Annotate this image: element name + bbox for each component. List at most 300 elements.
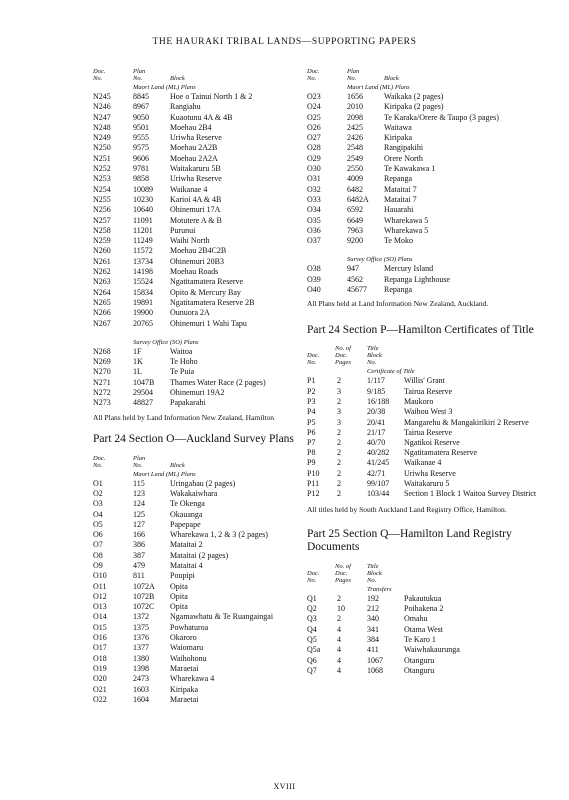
block-name: Waiwhakaurunga [404, 645, 460, 655]
section-p-title: Part 24 Section P—Hamilton Certificates of Title [307, 323, 534, 336]
block-name: Mangarehu & Mangakirikiri 2 Reserve [404, 417, 529, 427]
table-row [307, 438, 547, 448]
doc-pages: 3 [337, 386, 341, 396]
doc-pages: 4 [337, 665, 341, 675]
plan-no: 29504 [133, 388, 153, 398]
plan-no: 6592 [347, 205, 363, 215]
table-row [93, 571, 333, 581]
table-row [307, 133, 547, 143]
table-row [307, 666, 547, 676]
doc-no: P6 [307, 427, 316, 437]
doc-no: O9 [93, 560, 103, 570]
doc-no: O12 [93, 591, 107, 601]
doc-no: O29 [307, 153, 321, 163]
doc-no: P4 [307, 407, 316, 417]
doc-no: Q5 [307, 635, 317, 644]
plan-no: 123 [133, 488, 145, 498]
o-cont-table-header [307, 68, 547, 83]
table-row [93, 489, 333, 499]
doc-no: P7 [307, 437, 316, 447]
block-name: Waitoa [170, 346, 193, 356]
p-table-header [307, 345, 547, 367]
table-row [307, 489, 547, 499]
block-name: Opita [170, 591, 188, 601]
table-row [93, 499, 333, 509]
table-row [307, 604, 547, 614]
block-name: Wharekawa 5 [384, 225, 429, 235]
block-name: Tairua Reserve [404, 386, 453, 396]
plan-no: 8845 [133, 92, 149, 101]
plan-no: 48827 [133, 398, 153, 408]
doc-no: O33 [307, 194, 321, 204]
doc-no: N268 [93, 346, 111, 356]
doc-no: N250 [93, 143, 111, 153]
block-name: Tairua Reserve [404, 427, 453, 437]
block-name: Mataitai 7 [384, 184, 417, 194]
title-no: 21/17 [367, 427, 386, 437]
table-row [93, 612, 333, 622]
table-row [307, 448, 547, 458]
doc-no: N266 [93, 308, 111, 318]
table-row [307, 645, 547, 655]
block-name: Orere North [384, 153, 423, 163]
block-name: Otama West [404, 624, 443, 634]
doc-no: O23 [307, 92, 321, 101]
block-name: Kiripaka (2 pages) [384, 102, 444, 112]
title-no: 40/70 [367, 437, 386, 447]
title-no: 41/245 [367, 458, 390, 468]
plan-no: 4009 [347, 174, 363, 184]
doc-no-header: Doc. No. [93, 68, 106, 82]
table-row [93, 205, 333, 215]
doc-no-header: Doc. No. [93, 454, 106, 469]
title-no: 42/71 [367, 468, 386, 478]
table-row [307, 195, 547, 205]
table-row [93, 654, 333, 664]
doc-no-header: Doc. No. [307, 68, 320, 82]
table-row [93, 664, 333, 674]
plan-no: 1072B [133, 591, 155, 601]
table-row [307, 469, 547, 479]
o-rows [93, 479, 333, 706]
table-row [93, 540, 333, 550]
doc-no: Q5a [307, 645, 321, 655]
table-row [93, 530, 333, 540]
n-table-header [93, 68, 333, 83]
plan-no: 124 [133, 499, 145, 509]
doc-no: P3 [307, 396, 316, 406]
table-row [307, 635, 547, 645]
doc-no: O34 [307, 205, 321, 215]
block-name: Repanga [384, 285, 412, 295]
table-row [93, 288, 333, 298]
title-no: 340 [367, 614, 379, 624]
doc-no: O21 [93, 684, 107, 694]
table-row [93, 174, 333, 184]
doc-no: O25 [307, 112, 321, 122]
doc-pages: 4 [337, 655, 341, 665]
block-name: Maukoro [404, 396, 434, 406]
doc-no: N272 [93, 388, 111, 398]
table-row [307, 285, 547, 295]
doc-pages: 2 [337, 479, 341, 489]
table-row [93, 123, 333, 133]
title-block-header: Title Block No. [367, 562, 382, 584]
doc-no: O31 [307, 174, 321, 184]
right-column [307, 68, 547, 676]
plan-no: 1376 [133, 633, 149, 643]
block-name: Rangiahu [170, 102, 201, 112]
block-name: Waitawa [384, 122, 412, 132]
block-name: Uriwha Reserve [170, 133, 222, 143]
doc-no: N273 [93, 398, 111, 408]
doc-no: O10 [93, 571, 107, 581]
block-name: Moehau 2A2A [170, 153, 218, 163]
doc-no: O37 [307, 236, 321, 246]
table-row [93, 623, 333, 633]
page-number: XVIII [273, 782, 296, 791]
table-row [93, 195, 333, 205]
o-cont-so-rows [307, 264, 547, 295]
block-name: Ngatitamatera Reserve 2B [170, 297, 255, 307]
table-row [93, 633, 333, 643]
table-row [307, 264, 547, 274]
block-name: Waihi North [170, 236, 210, 246]
plan-no: 9858 [133, 174, 149, 184]
doc-no: N269 [93, 357, 111, 367]
doc-no: O39 [307, 274, 321, 284]
section-q-title: Part 25 Section Q—Hamilton Land Registry Documents [307, 527, 512, 554]
doc-no: O11 [93, 581, 107, 591]
title-no: 16/188 [367, 396, 390, 406]
doc-no: N251 [93, 153, 111, 163]
title-no: 40/282 [367, 448, 390, 458]
table-row [93, 602, 333, 612]
doc-no: N261 [93, 256, 111, 266]
doc-no: Q7 [307, 665, 317, 675]
doc-no: N270 [93, 367, 111, 377]
block-name: Ngamawhatu & Te Ruangaingai [170, 612, 274, 622]
doc-no: N265 [93, 297, 111, 307]
table-row [93, 102, 333, 112]
doc-no: Q6 [307, 655, 317, 665]
table-row [307, 143, 547, 153]
doc-no: O8 [93, 550, 103, 560]
table-row [93, 520, 333, 530]
plan-no: 1047B [133, 377, 155, 387]
plan-no: 14198 [133, 267, 153, 277]
o-table-header [93, 455, 333, 470]
doc-no: N257 [93, 215, 111, 225]
table-row [307, 407, 547, 417]
plan-no: 479 [133, 560, 145, 570]
table-row [307, 479, 547, 489]
title-block-header: Title Block No. [367, 345, 382, 367]
doc-no: N248 [93, 122, 111, 132]
table-row [307, 216, 547, 226]
block-name: Waiomaru [170, 643, 204, 653]
block-name: Uriwha Reserve [170, 174, 222, 184]
doc-no: N271 [93, 377, 111, 387]
table-row [93, 133, 333, 143]
table-row [93, 113, 333, 123]
doc-no: O36 [307, 225, 321, 235]
block-name: Papepape [170, 519, 201, 529]
block-name: Powhaturoa [170, 622, 209, 632]
table-row [93, 257, 333, 267]
block-name: Uringahau (2 pages) [170, 478, 236, 488]
table-row [93, 267, 333, 277]
plan-no: 1398 [133, 663, 149, 673]
doc-pages: 4 [337, 645, 341, 655]
table-row [93, 378, 333, 388]
block-name: Papakarahi [170, 398, 206, 408]
block-name: Ngatitamatera Reserve [404, 448, 478, 458]
doc-pages: 2 [337, 458, 341, 468]
block-name: Mataitai 2 [170, 540, 203, 550]
table-row [93, 582, 333, 592]
q-table-header [307, 563, 547, 585]
block-name: Willis' Grant [404, 376, 445, 386]
plan-no: 947 [347, 264, 359, 274]
block-name: Moehau 2B4 [170, 122, 212, 132]
block-name: Waitakaruru 5 [404, 479, 450, 489]
q-subhead: Transfers [367, 585, 392, 593]
table-row [93, 246, 333, 256]
title-no: 1067 [367, 655, 383, 665]
plan-no: 11249 [133, 236, 153, 246]
o-cont-rows [307, 92, 547, 246]
doc-no: O38 [307, 264, 321, 274]
doc-no: P8 [307, 448, 316, 458]
plan-no: 127 [133, 519, 145, 529]
block-name: Kiripaka [170, 684, 198, 694]
block-name: Te Okenga [170, 499, 205, 509]
table-row [93, 643, 333, 653]
block-name: Hoe o Tainui North 1 & 2 [170, 92, 253, 101]
plan-no: 2098 [347, 112, 363, 122]
table-row [93, 388, 333, 398]
block-name: Ngatikoi Reserve [404, 437, 460, 447]
table-row [93, 479, 333, 489]
doc-no: Q1 [307, 593, 317, 603]
block-name: Hauarahi [384, 205, 414, 215]
block-name: Omahu [404, 614, 428, 624]
block-name: Waikanae 4 [404, 458, 442, 468]
doc-no: O19 [93, 663, 107, 673]
doc-no: N259 [93, 236, 111, 246]
table-row [307, 614, 547, 624]
block-name: Maraetai [170, 663, 199, 673]
block-name: Opita [170, 581, 188, 591]
doc-no: O7 [93, 540, 103, 550]
doc-pages: 4 [337, 624, 341, 634]
plan-no: 1656 [347, 92, 363, 101]
block-name: Poupipi [170, 571, 195, 581]
plan-no: 1072A [133, 581, 155, 591]
n-so-subhead: Survey Office (SO) Plans [133, 338, 199, 346]
plan-no: 10089 [133, 184, 153, 194]
block-name: Mataitai 7 [384, 194, 417, 204]
plan-no-header: Plan No. [133, 454, 146, 469]
table-row [307, 594, 547, 604]
n-rows [93, 92, 333, 329]
doc-no: P12 [307, 489, 320, 499]
plan-no: 2549 [347, 153, 363, 163]
plan-no: 2548 [347, 143, 363, 153]
doc-no: N246 [93, 102, 111, 112]
doc-no: P2 [307, 386, 316, 396]
block-name: Wharekawa 5 [384, 215, 429, 225]
table-row [307, 376, 547, 386]
block-name: Te Puia [170, 367, 195, 377]
doc-pages: 4 [337, 635, 341, 644]
table-row [93, 347, 333, 357]
block-name: Ohinemuri 17A [170, 205, 221, 215]
table-row [307, 418, 547, 428]
doc-no: O27 [307, 133, 321, 143]
doc-no: Q3 [307, 614, 317, 624]
table-row [307, 236, 547, 246]
plan-no: 10640 [133, 205, 153, 215]
table-row [93, 185, 333, 195]
running-head: THE HAURAKI TRIBAL LANDS—SUPPORTING PAPERS [152, 37, 417, 47]
n-so-rows [93, 347, 333, 409]
table-row [93, 226, 333, 236]
o-cont-holding-note: All Plans held at Land Information New Zealand, Auckland. [307, 299, 489, 309]
plan-no: 6482A [347, 194, 369, 204]
doc-pages: 2 [337, 614, 341, 624]
plan-no: 1603 [133, 684, 149, 694]
title-no: 20/38 [367, 407, 386, 417]
plan-no: 10230 [133, 194, 153, 204]
doc-no: N252 [93, 164, 111, 174]
doc-no: P1 [307, 376, 316, 386]
plan-no: 15524 [133, 277, 153, 287]
block-name: Purunui [170, 225, 196, 235]
block-name: Mataitai 4 [170, 560, 203, 570]
block-name: Kiripaka [384, 133, 412, 143]
block-name: Ounuora 2A [170, 308, 210, 318]
block-name: Ngatitamatera Reserve [170, 277, 244, 287]
doc-pages: 2 [337, 448, 341, 458]
table-row [93, 510, 333, 520]
block-header: Block [170, 461, 185, 469]
doc-no: N254 [93, 184, 111, 194]
doc-no: P11 [307, 479, 320, 489]
p-rows [307, 376, 547, 499]
plan-no: 9501 [133, 122, 149, 132]
plan-no: 4562 [347, 274, 363, 284]
plan-no: 1604 [133, 694, 149, 704]
block-name: Moehau 2B4C2B [170, 246, 227, 256]
table-row [93, 92, 333, 102]
o-cont-so-subhead: Survey Office (SO) Plans [347, 256, 413, 264]
plan-no: 115 [133, 478, 145, 488]
plan-no: 1380 [133, 653, 149, 663]
table-row [93, 298, 333, 308]
block-name: Kuaotunu 4A & 4B [170, 112, 233, 122]
doc-no: N260 [93, 246, 111, 256]
table-row [93, 561, 333, 571]
plan-no: 387 [133, 550, 145, 560]
table-row [307, 123, 547, 133]
table-row [307, 397, 547, 407]
doc-pages: 2 [337, 437, 341, 447]
doc-no: Q4 [307, 624, 317, 634]
plan-no: 2425 [347, 122, 363, 132]
doc-no: O32 [307, 184, 321, 194]
table-row [93, 308, 333, 318]
block-name: Ohinemuri 1 Wahi Tapu [170, 318, 247, 328]
table-row [307, 164, 547, 174]
table-row [93, 357, 333, 367]
doc-no: O26 [307, 122, 321, 132]
table-row [307, 205, 547, 215]
block-name: Wharekawa 1, 2 & 3 (2 pages) [170, 530, 268, 540]
n-ml-subhead: Maori Land (ML) Plans [133, 84, 196, 91]
plan-no: 9050 [133, 112, 149, 122]
doc-pages: 2 [337, 489, 341, 499]
plan-no: 9606 [133, 153, 149, 163]
doc-no: N256 [93, 205, 111, 215]
doc-no-header: Doc. No. [307, 569, 320, 584]
block-name: Te Karo 1 [404, 635, 436, 644]
doc-no: O6 [93, 530, 103, 540]
doc-pages: 2 [337, 593, 341, 603]
plan-no: 11201 [133, 225, 153, 235]
doc-pages: 3 [337, 417, 341, 427]
doc-no: O17 [93, 643, 107, 653]
table-row [93, 274, 333, 287]
plan-no: 9555 [133, 133, 149, 143]
block-name: Poihakena 2 [404, 604, 444, 614]
plan-no: 1372 [133, 612, 149, 622]
plan-no: 7963 [347, 225, 363, 235]
plan-no: 9575 [133, 143, 149, 153]
table-row [93, 674, 333, 684]
plan-no: 1072C [133, 602, 155, 612]
plan-no: 125 [133, 509, 145, 519]
block-header: Block [170, 75, 185, 82]
doc-no: Q2 [307, 604, 317, 614]
doc-no: O24 [307, 102, 321, 112]
plan-no: 11572 [133, 246, 153, 256]
doc-no: O18 [93, 653, 107, 663]
table-row [307, 656, 547, 666]
block-name: Ohinemuri 19A2 [170, 388, 225, 398]
plan-no: 19900 [133, 308, 153, 318]
doc-no: O20 [93, 674, 107, 684]
block-name: Te Hoho [170, 357, 198, 367]
doc-no: N263 [93, 277, 111, 287]
doc-no: O28 [307, 143, 321, 153]
plan-no: 13734 [133, 256, 153, 266]
doc-no: N267 [93, 318, 111, 328]
o-ml-subhead: Maori Land (ML) Plans [133, 470, 196, 478]
block-name: Opito & Mercury Bay [170, 287, 241, 297]
block-name: Otanguru [404, 655, 435, 665]
doc-no: O22 [93, 694, 107, 704]
block-name: Te Karaka/Orere & Taupo (3 pages) [384, 112, 499, 122]
plan-no: 811 [133, 571, 145, 581]
plan-no: 2010 [347, 102, 363, 112]
title-no: 1068 [367, 665, 383, 675]
doc-no: O15 [93, 622, 107, 632]
block-name: Otanguru [404, 665, 435, 675]
doc-no: N264 [93, 287, 111, 297]
table-row [93, 367, 333, 377]
